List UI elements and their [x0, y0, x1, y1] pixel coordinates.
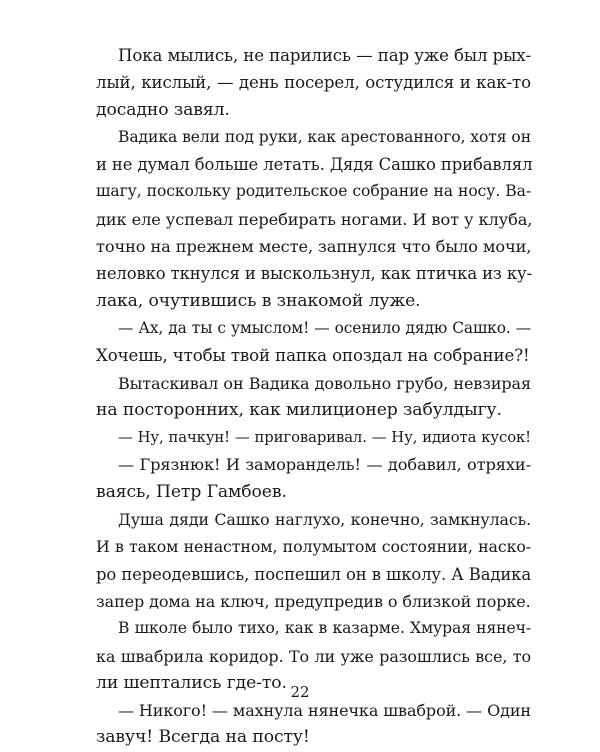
text-line: завуч! Всегда на посту! — [96, 727, 310, 748]
text-line: запер дома на ключ, предупредив о близкой порке. — [96, 591, 531, 611]
text-line: на посторонних, как милиционер забулдыгу. — [96, 399, 502, 420]
text-line: Вытаскивал он Вадика довольно грубо, невзирая — [118, 373, 531, 393]
text-line: Вадика вели под руки, как арестованного, хотя он — [118, 127, 531, 146]
text-line: шагу, поскольку родительское собрание на носу. Ва- — [96, 182, 531, 201]
text-line: Пока мылись, не парились — пар уже был рых- — [118, 46, 531, 65]
body-text — [96, 42, 531, 752]
text-line: ка швабрила коридор. То ли уже разошлись все, то — [96, 646, 531, 666]
text-line: и не думал больше летать. Дядя Сашко прибавлял — [96, 155, 533, 175]
text-line: дик еле успевал перебирать ногами. И вот у клуба, — [96, 209, 533, 229]
text-line: точно на прежнем месте, запнулся что было мочи, — [96, 237, 532, 257]
text-line: ли шептались где-то. — [96, 672, 287, 693]
text-line: — Ну, пачкун! — приговаривал. — Ну, идиота кусок! — [118, 429, 531, 447]
text-line: досадно завял. — [96, 99, 230, 120]
text-line: неловко ткнулся и выскользнул, как птичка из ку- — [96, 264, 533, 284]
text-line: ваясь, Петр Гамбоев. — [96, 481, 287, 502]
text-line: Душа дяди Сашко наглухо, конечно, замкнулась. — [118, 510, 531, 530]
text-line: — Грязнюк! И заморандель! — добавил, отряхи- — [118, 455, 531, 475]
text-line: — Ах, да ты с умыслом! — осенило дядю Сашко. — — [118, 318, 531, 337]
text-line: В школе было тихо, как в казарме. Хмурая нянеч- — [118, 619, 531, 638]
text-line: ро переодевшись, поспешил он в школу. А Вадика — [96, 564, 531, 584]
text-line: — Никого! — махнула нянечка шваброй. — Один — [118, 701, 531, 721]
page-number: 22 — [290, 683, 310, 701]
text-line: лый, кислый, — день посерел, остудился и как-то — [96, 73, 531, 93]
text-line: лака, очутившись в знакомой луже. — [96, 290, 421, 311]
text-line: И в таком ненастном, полумытом состоянии, наско- — [96, 537, 531, 557]
text-line: Хочешь, чтобы твой папка опоздал на собрание?! — [96, 346, 530, 366]
